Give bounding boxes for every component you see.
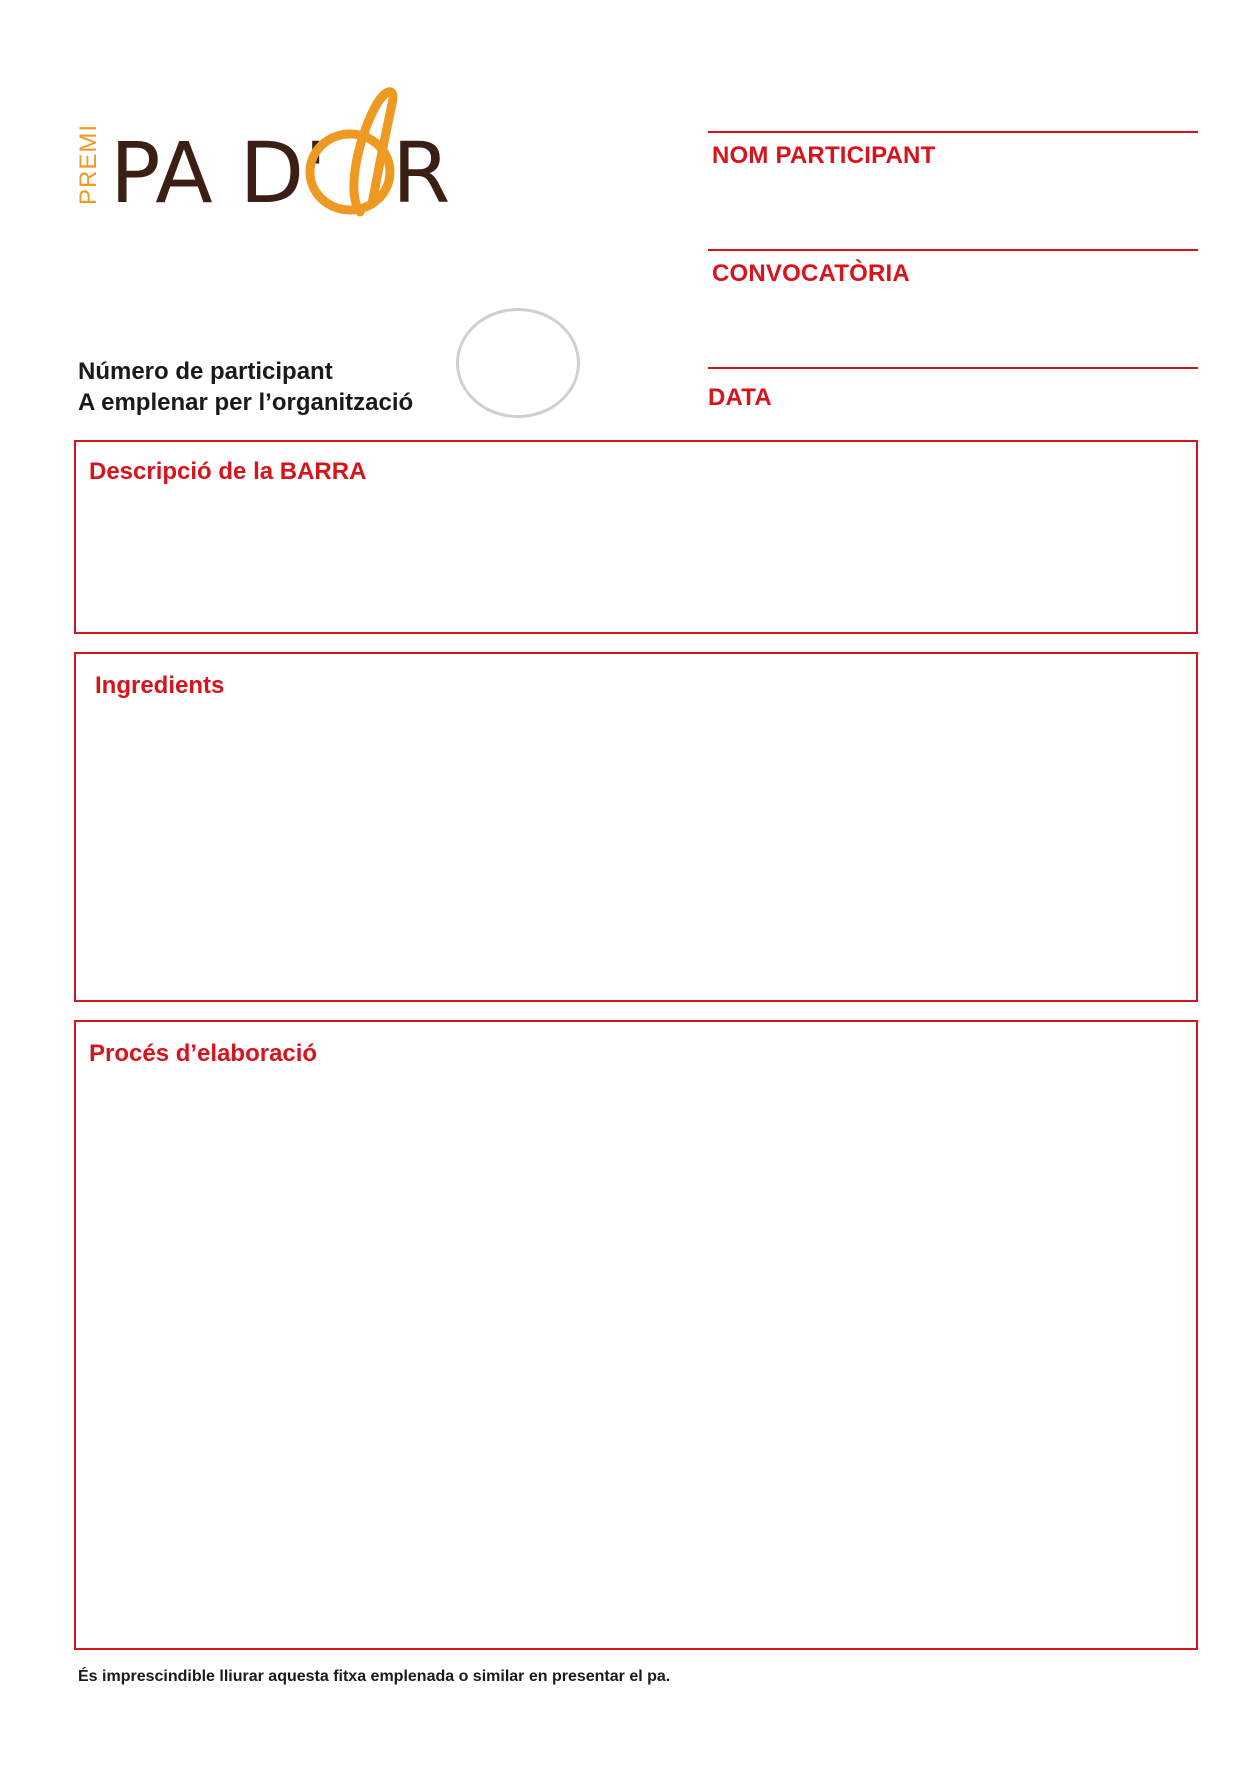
logo-graphic bbox=[60, 72, 460, 232]
proces-box[interactable] bbox=[74, 1020, 1198, 1650]
footer-note: És imprescindible lliurar aquesta fitxa emplenada o similar en presentar el pa. bbox=[78, 1668, 671, 1685]
pa-dor-logo bbox=[60, 72, 460, 232]
participant-number-text bbox=[78, 356, 413, 418]
ingredients-box[interactable] bbox=[74, 652, 1198, 1002]
data-line bbox=[708, 367, 1198, 369]
data-label: DATA bbox=[708, 384, 772, 411]
participant-number-line1: Número de participant bbox=[78, 358, 333, 385]
participant-number-line2: A emplenar per l’organització bbox=[78, 389, 414, 416]
logo-end-text: R bbox=[392, 124, 451, 222]
proces-title: Procés d’elaboració bbox=[89, 1040, 318, 1067]
nom-participant-label: NOM PARTICIPANT bbox=[712, 142, 936, 169]
logo-main-text: PA D' bbox=[110, 124, 328, 222]
convocatoria-label: CONVOCATÒRIA bbox=[712, 260, 910, 287]
logo-premi-text: PREMI bbox=[75, 123, 102, 205]
convocatoria-line bbox=[708, 249, 1198, 251]
descripcio-title: Descripció de la BARRA bbox=[89, 458, 367, 485]
participant-number-circle bbox=[456, 308, 580, 418]
nom-participant-line bbox=[708, 131, 1198, 133]
descripcio-box[interactable] bbox=[74, 440, 1198, 634]
ingredients-title: Ingredients bbox=[95, 672, 225, 699]
